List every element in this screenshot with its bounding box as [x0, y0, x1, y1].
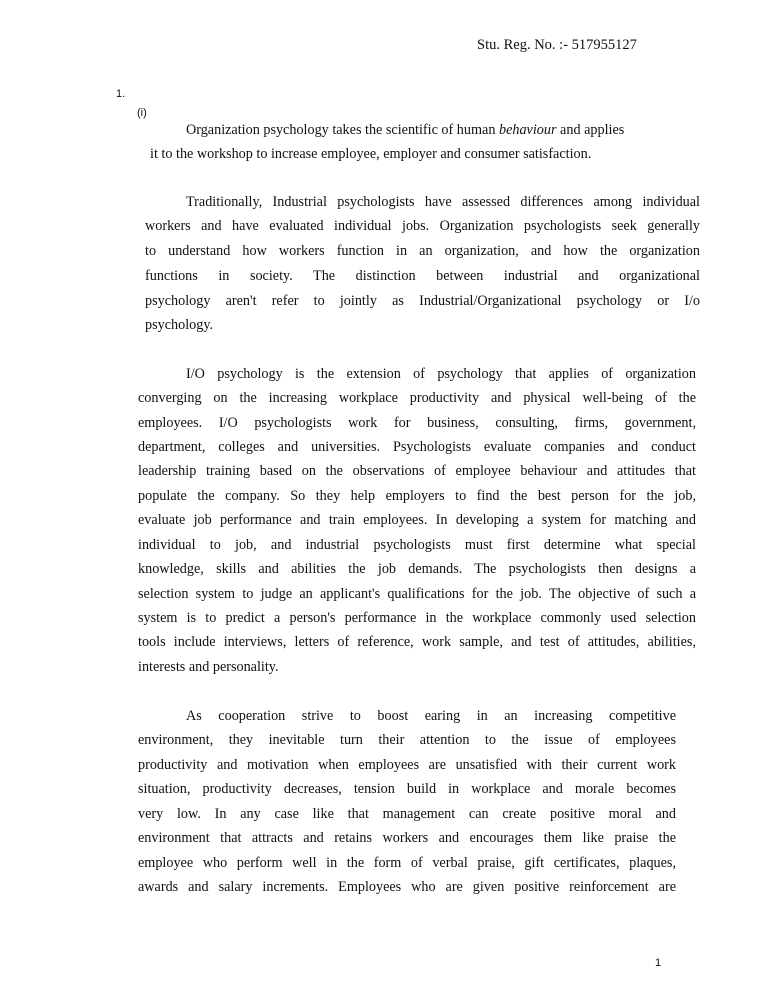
paragraph-4-line-2: environment, they inevitable turn their attention to the issue of employees: [138, 732, 676, 748]
text-segment: and applies: [556, 122, 625, 138]
paragraph-3-line-9: knowledge, skills and abilities the job demands. The psychologists then designs a: [138, 561, 696, 577]
paragraph-2-line-4: functions in society. The distinction between industrial and organizational: [145, 268, 700, 284]
paragraph-2-line-1: Traditionally, Industrial psychologists have assessed differences among individual: [186, 194, 700, 210]
paragraph-3-line-6: populate the company. So they help employers to find the best person for the job,: [138, 488, 696, 504]
emphasis-text: behaviour: [498, 122, 557, 138]
student-reg-number: Stu. Reg. No. :- 517955127: [477, 37, 637, 53]
paragraph-3-line-7: evaluate job performance and train employees. In developing a system for matching and: [138, 512, 696, 528]
paragraph-1-line-2: it to the workshop to increase employee, employer and consumer satisfaction.: [150, 146, 592, 162]
paragraph-3-line-12: tools include interviews, letters of reference, work sample, and test of attitudes, abilities,: [138, 634, 696, 650]
paragraph-4-line-8: awards and salary increments. Employees who are given positive reinforcement are: [138, 879, 676, 895]
paragraph-2-line-6: psychology.: [145, 317, 214, 333]
paragraph-3-line-10: selection system to judge an applicant's qualifications for the job. The objective of such a: [138, 586, 696, 602]
paragraph-3-line-2: converging on the increasing workplace productivity and physical well-being of the: [138, 390, 696, 406]
paragraph-3-line-11: system is to predict a person's performance in the workplace commonly used selection: [138, 610, 696, 626]
paragraph-2-line-3: to understand how workers function in an organization, and how the organization: [145, 243, 700, 259]
paragraph-4-line-4: situation, productivity decreases, tension build in workplace and morale becomes: [138, 781, 676, 797]
paragraph-4-line-6: environment that attracts and retains workers and encourages them like praise the: [138, 830, 676, 846]
paragraph-3-line-3: employees. I/O psychologists work for business, consulting, firms, government,: [138, 415, 696, 431]
paragraph-3-line-4: department, colleges and universities. Psychologists evaluate companies and conduct: [138, 439, 696, 455]
paragraph-2-line-5: psychology aren't refer to jointly as Industrial/Organizational psychology or I/o: [145, 293, 700, 309]
paragraph-4-line-7: employee who perform well in the form of verbal praise, gift certificates, plaques,: [138, 855, 676, 871]
paragraph-3-line-13: interests and personality.: [138, 659, 279, 675]
sub-question-label: (i): [137, 107, 147, 119]
paragraph-1-line-1: [186, 122, 624, 142]
paragraph-4-line-5: very low. In any case like that management can create positive moral and: [138, 806, 676, 822]
paragraph-3-line-1: I/O psychology is the extension of psychology that applies of organization: [186, 366, 696, 382]
paragraph-3-line-8: individual to job, and industrial psychologists must first determine what special: [138, 537, 696, 553]
page-number: 1: [655, 957, 662, 969]
text-segment: Organization psychology takes the scientific of human: [186, 122, 499, 138]
question-number: 1.: [116, 88, 126, 100]
paragraph-3-line-5: leadership training based on the observations of employee behaviour and attitudes that: [138, 463, 696, 479]
paragraph-4-line-1: As cooperation strive to boost earing in an increasing competitive: [186, 708, 676, 724]
paragraph-2-line-2: workers and have evaluated individual jobs. Organization psychologists seek generally: [145, 218, 700, 234]
paragraph-4-line-3: productivity and motivation when employees are unsatisfied with their current work: [138, 757, 676, 773]
